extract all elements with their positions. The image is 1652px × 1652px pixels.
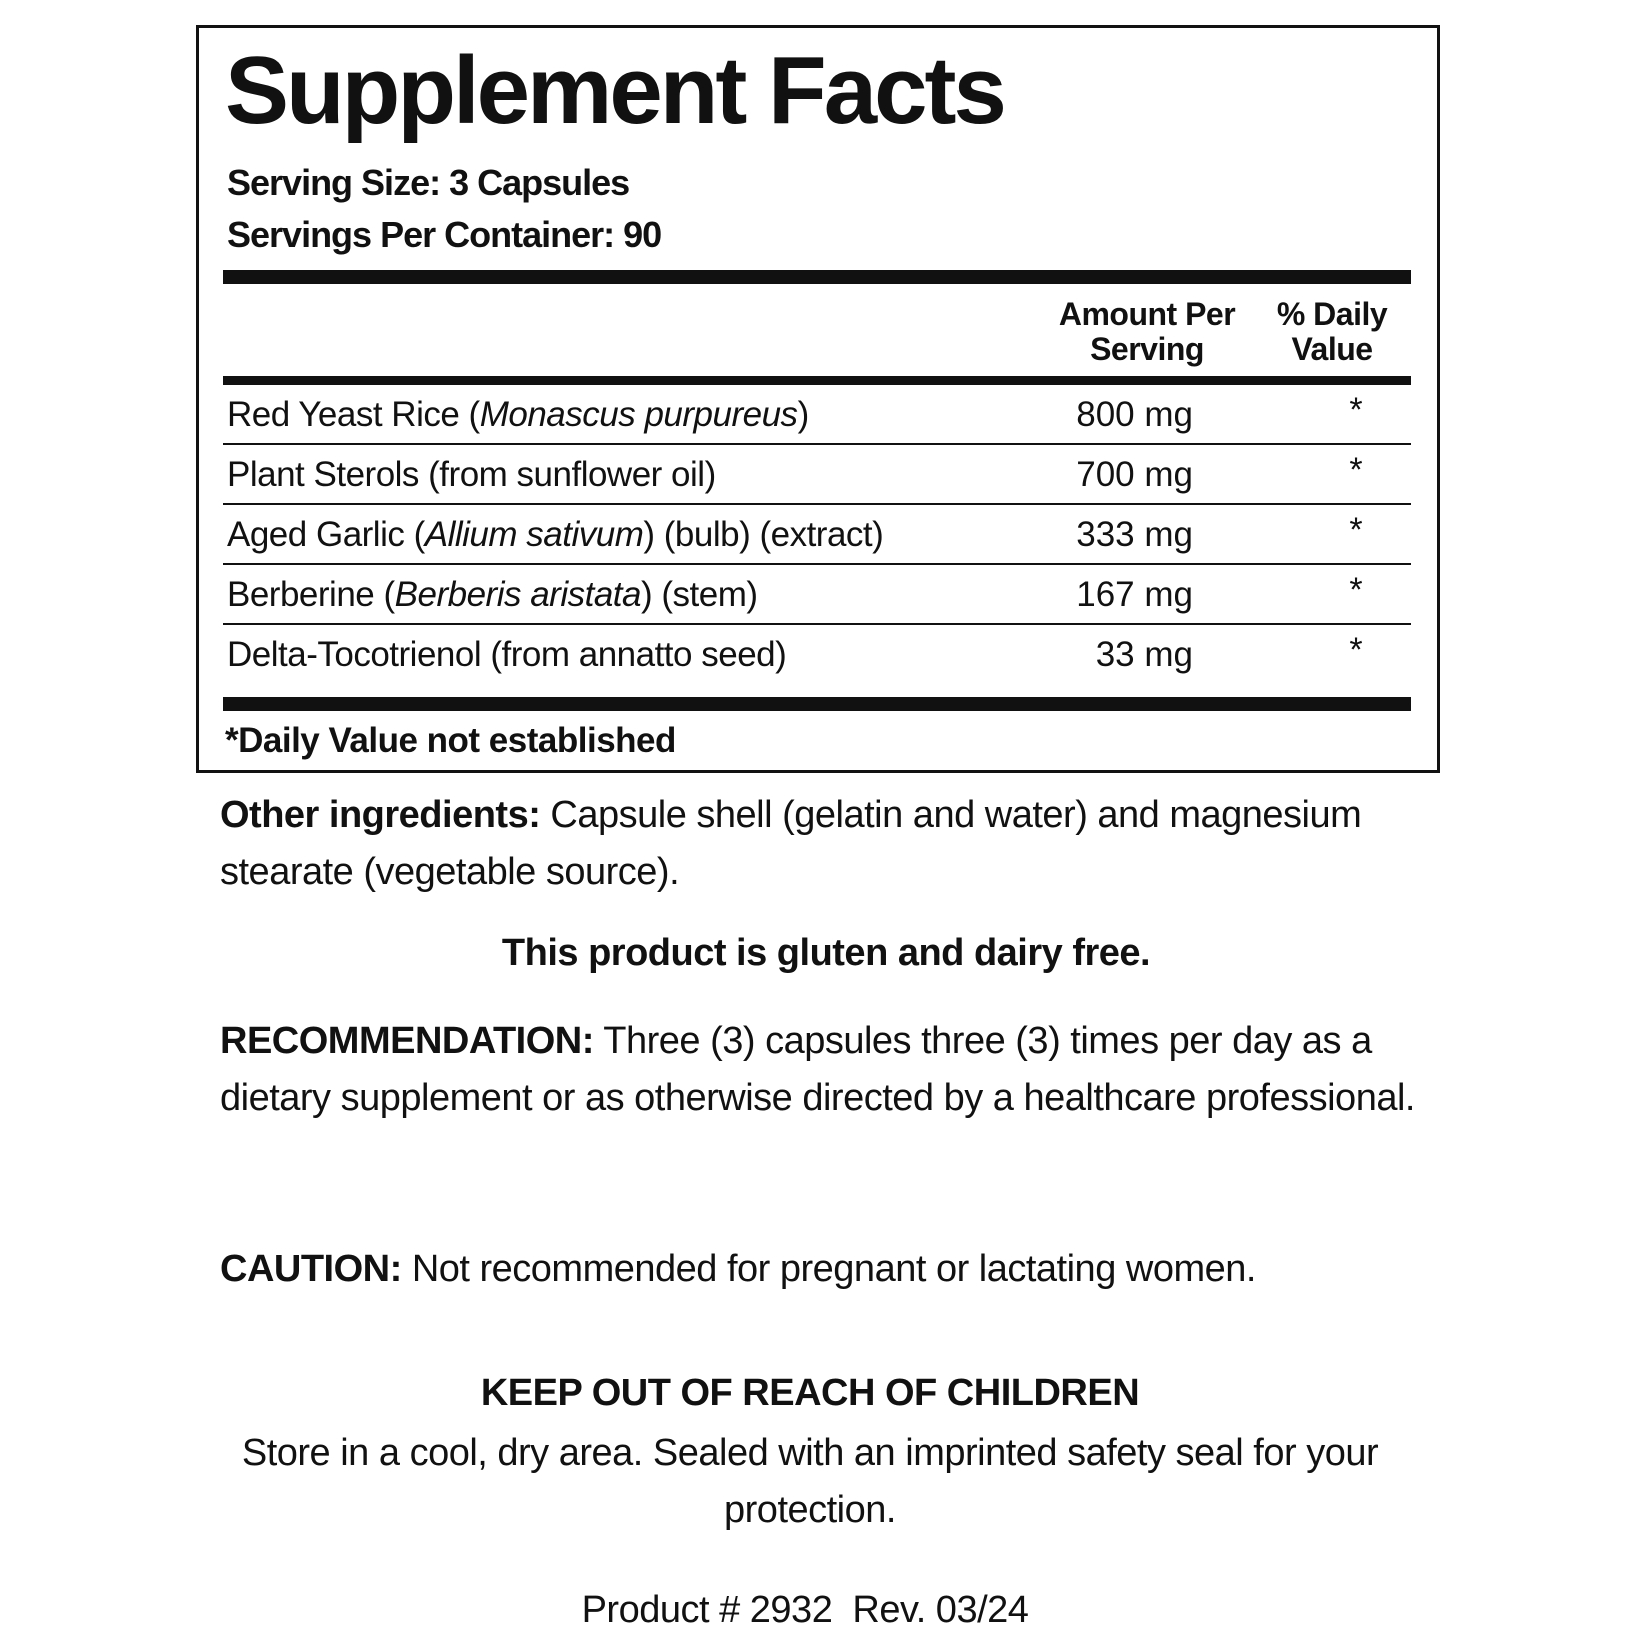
- servings-per-container: Servings Per Container: 90: [227, 214, 662, 255]
- header-divider: [223, 376, 1411, 385]
- storage-instructions: Store in a cool, dry area. Sealed with an imprinted safety seal for your protection.: [241, 1432, 1379, 1531]
- column-header-dv-line2: Value: [1291, 331, 1373, 367]
- other-ingredients-label: Other ingredients:: [220, 794, 541, 836]
- supplement-facts-panel: [196, 25, 1440, 773]
- thick-divider: [223, 697, 1411, 711]
- ingredient-amount: 700 mg: [1076, 455, 1193, 494]
- table-row: [223, 625, 1411, 685]
- table-row: [223, 505, 1411, 565]
- product-number: Product # 2932 Rev. 03/24: [581, 1589, 1029, 1631]
- caution-label: CAUTION:: [220, 1248, 402, 1290]
- caution-text: Not recommended for pregnant or lactating women.: [401, 1248, 1256, 1290]
- column-header-dv-line1: % Daily: [1276, 296, 1388, 332]
- column-header-amount-line1: Amount Per: [1058, 296, 1236, 332]
- ingredient-name: Berberine (Berberis aristata) (stem): [227, 575, 758, 614]
- caution: [220, 1241, 1440, 1298]
- column-header-daily-value: [1257, 297, 1407, 367]
- serving-size: Serving Size: 3 Capsules: [227, 162, 630, 203]
- ingredient-amount: 167 mg: [1076, 575, 1193, 614]
- ingredient-amount: 33 mg: [1095, 635, 1193, 674]
- ingredient-name: Red Yeast Rice (Monascus purpureus): [227, 395, 809, 434]
- keep-out-warning: KEEP OUT OF REACH OF CHILDREN: [480, 1372, 1140, 1414]
- table-row: [223, 385, 1411, 445]
- ingredient-name: Plant Sterols (from sunflower oil): [227, 455, 716, 494]
- table-row: [223, 445, 1411, 505]
- recommendation-label: RECOMMENDATION:: [220, 1020, 594, 1062]
- daily-value-footnote: *Daily Value not established: [225, 721, 676, 760]
- recommendation: [220, 1013, 1420, 1127]
- ingredient-name: Aged Garlic (Allium sativum) (bulb) (extract): [227, 515, 884, 554]
- column-header-amount: [1037, 297, 1257, 367]
- ingredient-daily-value: *: [1349, 511, 1363, 549]
- ingredient-amount: 800 mg: [1076, 395, 1193, 434]
- gluten-free-statement: This product is gluten and dairy free.: [501, 932, 1151, 974]
- facts-title: Supplement Facts: [225, 37, 1004, 144]
- other-ingredients-text: Capsule shell (gelatin and water) and magnesium stearate (vegetable source).: [220, 794, 1362, 893]
- ingredient-daily-value: *: [1349, 631, 1363, 669]
- other-ingredients: [220, 787, 1440, 901]
- ingredient-amount: 333 mg: [1076, 515, 1193, 554]
- thick-divider: [223, 270, 1411, 284]
- ingredient-name: Delta-Tocotrienol (from annatto seed): [227, 635, 787, 674]
- table-row: [223, 565, 1411, 625]
- ingredient-daily-value: *: [1349, 391, 1363, 429]
- column-header-amount-line2: Serving: [1090, 331, 1204, 367]
- recommendation-text: Three (3) capsules three (3) times per day as a dietary supplement or as otherwise directed by a healthcare professional.: [220, 1020, 1415, 1119]
- ingredient-daily-value: *: [1349, 451, 1363, 489]
- ingredient-daily-value: *: [1349, 571, 1363, 609]
